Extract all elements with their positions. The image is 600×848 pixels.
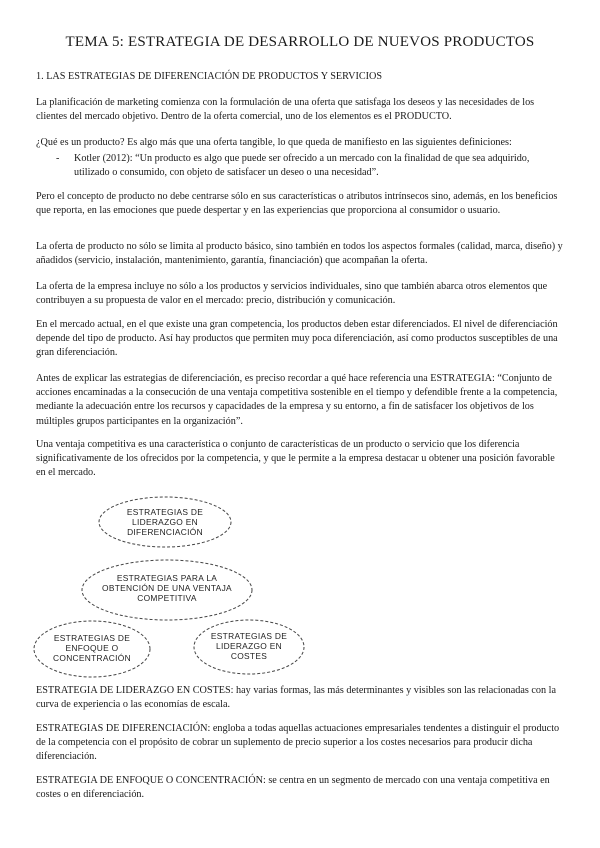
diagram-node-differentiation [127, 507, 203, 537]
node-line: ESTRATEGIAS DE [210, 631, 288, 641]
node-line: ENFOQUE O [65, 643, 119, 653]
node-line: ESTRATEGIAS DE [126, 507, 204, 517]
node-line: COMPETITIVA [137, 593, 197, 603]
paragraph-liderazgo-costes: ESTRATEGIA DE LIDERAZGO EN COSTES: hay varias formas, las más determinantes y visibles son las relacionadas con la curva de experiencia o las economías de escala. [36, 685, 557, 711]
paragraph-enfoque: ESTRATEGIA DE ENFOQUE O CONCENTRACIÓN: se centra en un segmento de mercado con una ventaja competitiva en costes o en diferenciación. [36, 775, 550, 801]
paragraph-mercado-actual: En el mercado actual, en el que existe una gran competencia, los productos deben estar diferenciados. El nivel de diferenciación depende del tipo de producto. Así hay productos que permiten muy poca diferenciación, así como productos susceptibles de una gran diferenciación. [36, 319, 558, 359]
node-line: OBTENCIÓN DE UNA VENTAJA [102, 583, 232, 593]
paragraph-diferenciacion: ESTRATEGIAS DE DIFERENCIACIÓN: engloba a todas aquellas actuaciones empresariales tendentes a distinguir el producto de la competencia con el propósito de cobrar un suplemento de precio superior a los costes necesarios para producir dicha diferenciación. [36, 723, 560, 763]
bullet-dash: - [56, 153, 60, 164]
node-line: DIFERENCIACIÓN [127, 527, 203, 537]
node-line: LIDERAZGO EN [216, 641, 282, 651]
node-line: COSTES [230, 651, 268, 661]
paragraph-planificacion: La planificación de marketing comienza con la formulación de una oferta que satisfaga los deseos y las necesidades de los clientes del mercado objetivo. Dentro de la oferta comercial, uno de los elementos es el PRODUCTO. [36, 97, 535, 123]
paragraph-que-es-producto: ¿Qué es un producto? Es algo más que una oferta tangible, lo que queda de manifiesto en las siguientes definiciones: [36, 137, 512, 148]
kotler-definition: Kotler (2012): “Un producto es algo que puede ser ofrecido a un mercado con la finalidad de que sea adquirido, utilizado o consumido, con objeto de satisfacer un deseo o una necesidad”. [74, 153, 530, 179]
node-line: LIDERAZGO EN [132, 517, 198, 527]
paragraph-estrategia-definicion: Antes de explicar las estrategias de diferenciación, es preciso recordar a qué hace referencia una ESTRATEGIA: “Conjunto de acciones encaminadas a la consecución de una ventaja competitiva sostenible en el tiempo y defendible frente a la competencia, mediante la adecuación entre los recursos y capacidades de la empresa y su entorno, a fin de satisfacer los objetivos de los múltiples grupos participantes en la organización”. [36, 373, 558, 427]
node-line: ESTRATEGIAS PARA LA [116, 573, 218, 583]
paragraph-oferta-empresa: La oferta de la empresa incluye no sólo a los productos y servicios individuales, sino que también abarca otros elementos que contribuyen a su propuesta de valor en el mercado: precio, distribución y comunicación. [36, 281, 548, 307]
paragraph-oferta-producto: La oferta de producto no sólo se limita al producto básico, sino también en todos los aspectos formales (calidad, marca, diseño) y añadidos (servicio, instalación, mantenimiento, garantía, financiación) que acompañan la oferta. [36, 241, 563, 267]
node-line: ESTRATEGIAS DE [53, 633, 131, 643]
strategy-diagram [30, 494, 320, 684]
paragraph-ventaja-competitiva: Una ventaja competitiva es una característica o conjunto de características de un producto o servicio que los diferencia significativamente de los ofrecidos por la competencia, y que le permite a la empresa destacar u obtener una posición favorable en el mercado. [36, 439, 555, 479]
paragraph-concepto-producto: Pero el concepto de producto no debe centrarse sólo en sus características o atributos intrínsecos sino, además, en los beneficios que reporta, en las emociones que puede despertar y en las experiencias que proporciona al consumidor o usuario. [36, 191, 558, 217]
page-title: TEMA 5: ESTRATEGIA DE DESARROLLO DE NUEVOS PRODUCTOS [65, 34, 535, 50]
node-line: CONCENTRACIÓN [53, 653, 131, 663]
section-heading: 1. LAS ESTRATEGIAS DE DIFERENCIACIÓN DE PRODUCTOS Y SERVICIOS [36, 71, 383, 82]
